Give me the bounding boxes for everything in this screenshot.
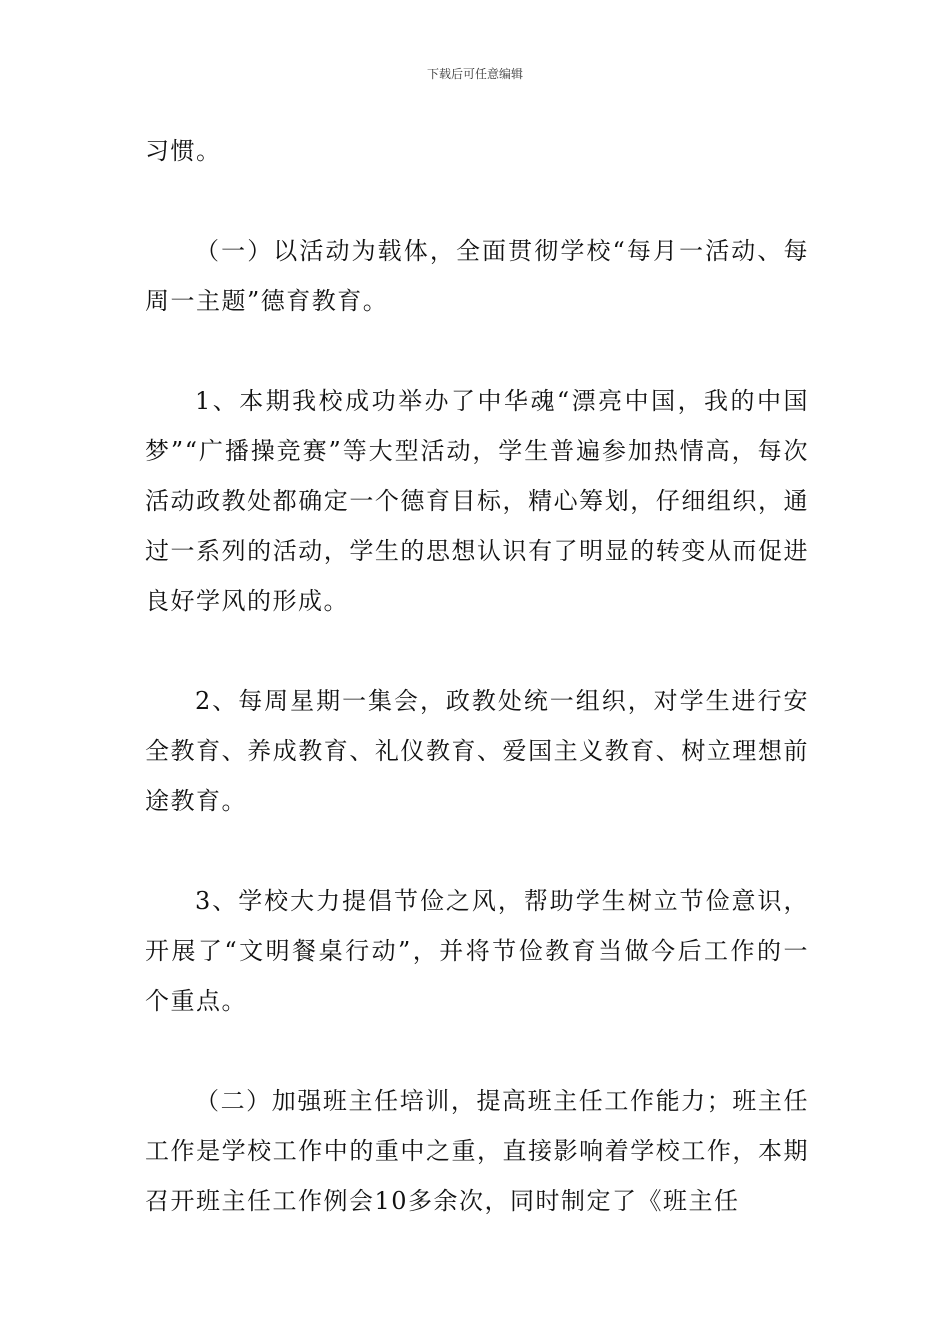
paragraph-continuation: 习惯。 <box>145 137 222 165</box>
paragraph-section-two: （二）加强班主任培训，提高班主任工作能力；班主任工作是学校工作中的重中之重，直接影响着学校工作，本期召开班主任工作例会10多余次，同时制定了《班主任 <box>145 1087 809 1215</box>
paragraph-gap <box>145 1026 809 1076</box>
paragraph-gap <box>145 826 809 876</box>
paragraph-gap <box>145 626 809 676</box>
paragraph-gap <box>145 326 809 376</box>
paragraph-item-1: 1、本期我校成功举办了中华魂“漂亮中国，我的中国梦”“广播操竞赛”等大型活动，学生普遍参加热情高，每次活动政教处都确定一个德育目标，精心筹划，仔细组织，通过一系列的活动，学生的思想认识有了明显的转变从而促进良好学风的形成。 <box>145 387 809 615</box>
paragraph-section-one-heading: （一）以活动为载体，全面贯彻学校“每月一活动、每周一主题”德育教育。 <box>145 237 809 315</box>
page-header: 下载后可任意编辑 <box>426 67 523 81</box>
paragraph-gap <box>145 176 809 226</box>
paragraph-item-3: 3、学校大力提倡节俭之风，帮助学生树立节俭意识，开展了“文明餐桌行动”，并将节俭教育当做今后工作的一个重点。 <box>145 887 809 1015</box>
document-body <box>145 126 809 1226</box>
paragraph-item-2: 2、每周星期一集会，政教处统一组织，对学生进行安全教育、养成教育、礼仪教育、爱国主义教育、树立理想前途教育。 <box>145 687 809 815</box>
